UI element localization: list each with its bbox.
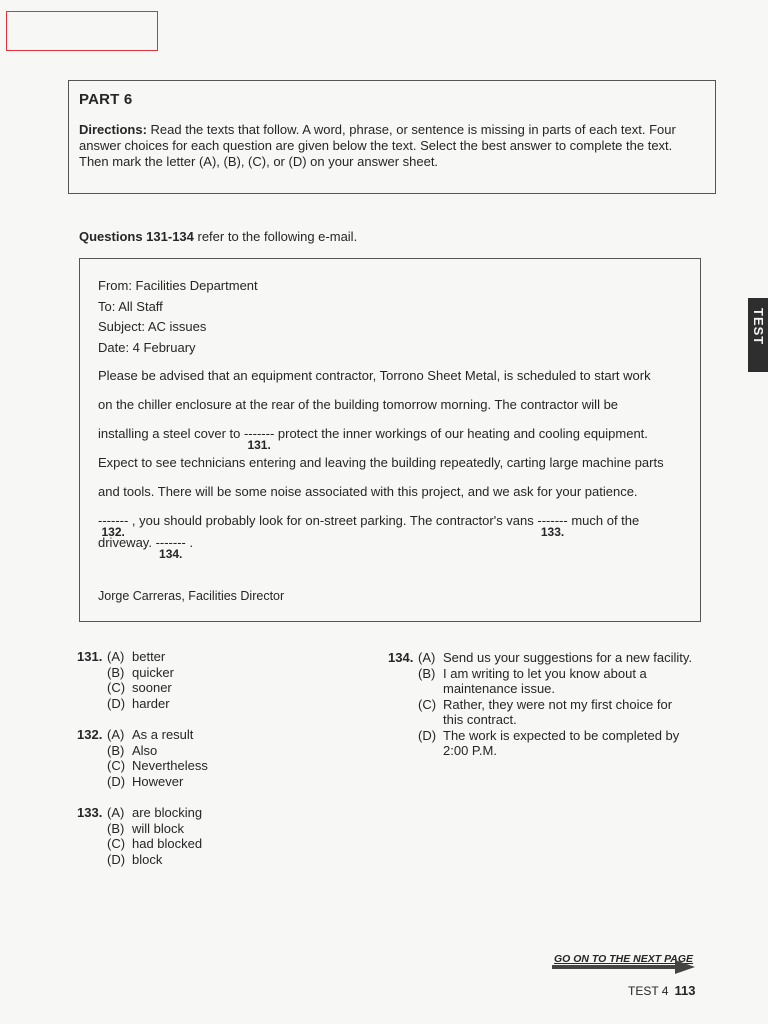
choice-text: harder (132, 695, 170, 711)
part-title: PART 6 (79, 91, 133, 108)
section-tab-label: TEST (751, 308, 766, 346)
blank-132 (98, 513, 129, 539)
test-label: TEST 4 (628, 984, 669, 998)
blank-133 (537, 513, 568, 539)
answer-choice[interactable] (107, 852, 362, 868)
question-number: 131. (77, 649, 103, 664)
email-text: much of the (567, 513, 640, 528)
choice-letter: (C) (107, 836, 126, 851)
questions-intro (79, 229, 357, 244)
choice-letter: (B) (418, 665, 436, 681)
answer-choice[interactable] (107, 727, 362, 743)
questions-range: Questions 131-134 (79, 229, 194, 244)
question-133 (77, 805, 362, 867)
answer-choice[interactable] (107, 774, 362, 790)
choice-letter: (D) (107, 773, 126, 789)
next-page-link[interactable]: GO ON TO THE NEXT PAGE (554, 953, 694, 965)
answer-choice[interactable] (418, 697, 693, 728)
choice-letter: (D) (107, 695, 126, 711)
choice-text: Nevertheless (132, 758, 208, 773)
email-text: installing a steel cover to (98, 426, 244, 441)
choice-text: Rather, they were not my first choice for this contract. (443, 696, 673, 727)
blank-number: 133. (540, 525, 565, 539)
choice-letter: (B) (107, 742, 125, 758)
choice-text: better (132, 649, 166, 664)
answer-choice[interactable] (107, 696, 362, 712)
choice-letter: (A) (107, 727, 125, 742)
page-footer (628, 983, 695, 998)
email-signature: Jorge Carreras, Facilities Director (98, 589, 285, 603)
answer-choice[interactable] (418, 666, 693, 697)
question-number: 132. (77, 727, 103, 742)
email-box (79, 258, 701, 622)
highlight-box (6, 11, 158, 51)
choice-text: are blocking (132, 805, 203, 820)
arrow-right-icon (552, 965, 678, 969)
blank-dashes: ------- (98, 513, 129, 528)
choice-text: sooner (132, 680, 172, 695)
question-number: 134. (388, 650, 414, 665)
page-number: 113 (674, 983, 696, 998)
questions-ref: refer to the following e-mail. (193, 229, 358, 244)
choice-letter: (A) (107, 649, 125, 664)
choice-text: The work is expected to be completed by 2:00 P.M. (443, 727, 680, 758)
section-tab (748, 298, 768, 372)
blank-134 (155, 535, 186, 561)
answer-choice[interactable] (107, 680, 362, 696)
choice-letter: (D) (107, 851, 126, 867)
choice-letter: (C) (107, 758, 126, 773)
choice-text: will block (132, 820, 185, 836)
email-text: driveway. (98, 535, 156, 550)
choice-text: Also (132, 742, 158, 758)
choice-text: quicker (132, 664, 174, 680)
choice-letter: (C) (107, 680, 126, 695)
blank-number: 134. (159, 547, 183, 561)
email-text: , you should probably look for on-street parking. The contractor's vans (128, 513, 538, 528)
choice-letter: (A) (107, 805, 125, 820)
question-132 (77, 727, 362, 789)
email-body-line (98, 426, 700, 452)
directions (79, 122, 705, 170)
email-text: . (185, 535, 194, 550)
answer-choice[interactable] (107, 821, 362, 837)
email-text: protect the inner workings of our heating and cooling equipment. (274, 426, 648, 441)
blank-dashes: ------- (537, 513, 568, 528)
email-body-line: and tools. There will be some noise associated with this project, and we ask for your patience. (98, 484, 638, 499)
choice-letter: (B) (107, 820, 125, 836)
blank-number: 131. (247, 438, 271, 452)
email-body-line: Please be advised that an equipment contractor, Torrono Sheet Metal, is scheduled to start work (98, 368, 651, 383)
email-date: Date: 4 February (98, 339, 196, 355)
blank-131 (243, 426, 275, 452)
choice-letter: (B) (107, 664, 125, 680)
answer-choice[interactable] (107, 665, 362, 681)
answer-choice[interactable] (107, 836, 362, 852)
choice-text: Send us your suggestions for a new facility. (443, 650, 693, 665)
blank-dashes: ------- (155, 535, 186, 550)
answer-choice[interactable] (418, 650, 693, 666)
question-134 (388, 650, 693, 759)
directions-text: Read the texts that follow. A word, phrase, or sentence is missing in parts of each text. Four answer choices for each question are given below the text. Select the best answer to complete the text. Then mark the letter (A), (B), (C), or (D) on your answer sheet. (79, 122, 676, 169)
email-body-line (98, 513, 700, 539)
email-from: From: Facilities Department (98, 278, 258, 293)
question-number: 133. (77, 805, 103, 820)
choice-letter: (C) (418, 696, 437, 712)
choice-text: had blocked (132, 836, 203, 851)
choice-text: block (132, 851, 163, 867)
choice-text: As a result (132, 727, 194, 742)
email-body-line (98, 535, 700, 561)
questions-left-column (77, 649, 362, 883)
blank-dashes: ------- (243, 426, 275, 441)
email-to: To: All Staff (98, 298, 163, 314)
questions-right-column (388, 650, 693, 775)
email-subject: Subject: AC issues (98, 319, 207, 334)
choice-letter: (D) (418, 727, 437, 743)
directions-box (68, 80, 716, 194)
answer-choice[interactable] (418, 728, 693, 759)
answer-choice[interactable] (107, 758, 362, 774)
question-131 (77, 649, 362, 711)
answer-choice[interactable] (107, 743, 362, 759)
blank-number: 132. (101, 525, 125, 539)
choice-text: However (132, 773, 184, 789)
email-body-line: on the chiller enclosure at the rear of the building tomorrow morning. The contractor will be (98, 397, 619, 412)
arrow-head-icon (675, 960, 695, 974)
answer-choice[interactable] (107, 649, 362, 665)
choice-text: I am writing to let you know about a maintenance issue. (443, 665, 647, 696)
choice-letter: (A) (418, 650, 436, 665)
answer-choice[interactable] (107, 805, 362, 821)
email-body-line: Expect to see technicians entering and leaving the building repeatedly, carting large machine parts (98, 455, 664, 470)
directions-label: Directions: (79, 122, 147, 137)
